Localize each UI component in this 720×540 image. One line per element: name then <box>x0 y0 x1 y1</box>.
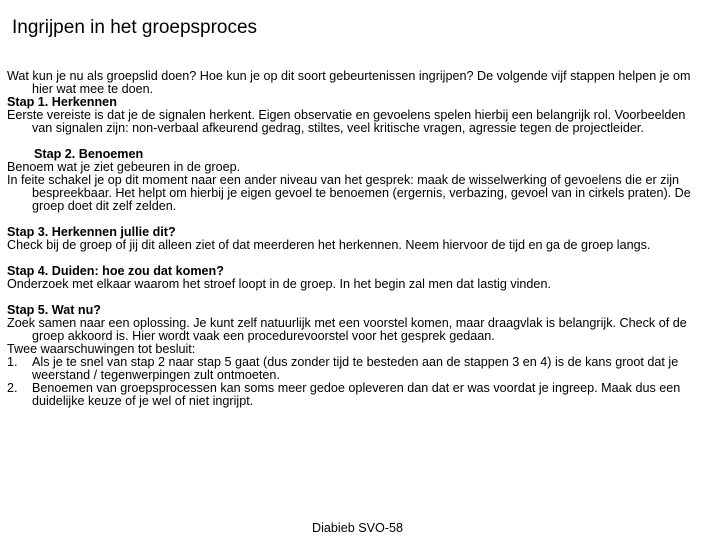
list-item-text: Als je te snel van stap 2 naar stap 5 gaat (dus zonder tijd te besteden aan de stappen 3 en 4) is de kans groot dat je weerstand / tegenwerpingen zult ontmoeten. <box>32 355 679 382</box>
step3-text: Check bij de groep of jij dit alleen ziet of dat meerderen het herkennen. Neem hiervoor de tijd en ga de groep langs. <box>7 238 651 252</box>
document-body <box>7 70 707 408</box>
intro-paragraph: Wat kun je nu als groepslid doen? Hoe kun je op dit soort gebeurtenissen ingrijpen? De volgende vijf stappen helpen je om hier wat mee te doen. <box>7 69 691 96</box>
spacer <box>7 291 707 304</box>
step2-text1: Benoem wat je ziet gebeuren in de groep. <box>7 160 241 174</box>
list-item <box>7 356 707 382</box>
list-item-text: Benoemen van groepsprocessen kan soms meer gedoe opleveren dan dat er was voordat je ingreep. Maak dus een duidelijke keuze of je wel of niet ingrijpt. <box>32 381 681 408</box>
step1-text: Eerste vereiste is dat je de signalen herkent. Eigen observatie en gevoelens spelen hierbij een belangrijk rol. Voorbeelden van signalen zijn: non-verbaal afkeurend gedrag, stiltes, veel kritische vragen, agressie tegen de projectleider. <box>7 108 686 135</box>
step2-heading: Stap 2. Benoemen <box>34 147 144 161</box>
step2-text2: In feite schakel je op dit moment naar een ander niveau van het gesprek: maak de wisselwerking of gevoelens die er zijn bespreekbaar. Het helpt om hierbij je eigen gevoel te benoemen (ergernis, verbazing, gevoel van in cirkels praten). De groep doet dit zelf zelden. <box>7 173 691 213</box>
step5-text: Zoek samen naar een oplossing. Je kunt zelf natuurlijk met een voorstel komen, maar draagvlak is belangrijk. Check of de groep akkoord is. Hier wordt vaak een procedurevoorstel voor het gesprek gedaan. <box>7 316 687 343</box>
footer-label: Diabieb SVO-58 <box>312 521 404 535</box>
warnings-heading: Twee waarschuwingen tot besluit: <box>7 342 196 356</box>
step4-text: Onderzoek met elkaar waarom het stroef loopt in de groep. In het begin zal men dat lastig vinden. <box>7 277 551 291</box>
step5-heading: Stap 5. Wat nu? <box>7 303 101 317</box>
step3-heading: Stap 3. Herkennen jullie dit? <box>7 225 176 239</box>
list-item-number: 1. <box>7 355 18 369</box>
step4-heading: Stap 4. Duiden: hoe zou dat komen? <box>7 264 224 278</box>
list-item <box>7 382 707 408</box>
list-item-number: 2. <box>7 381 18 395</box>
step1-heading: Stap 1. Herkennen <box>7 95 117 109</box>
page-title: Ingrijpen in het groepsproces <box>12 17 258 38</box>
